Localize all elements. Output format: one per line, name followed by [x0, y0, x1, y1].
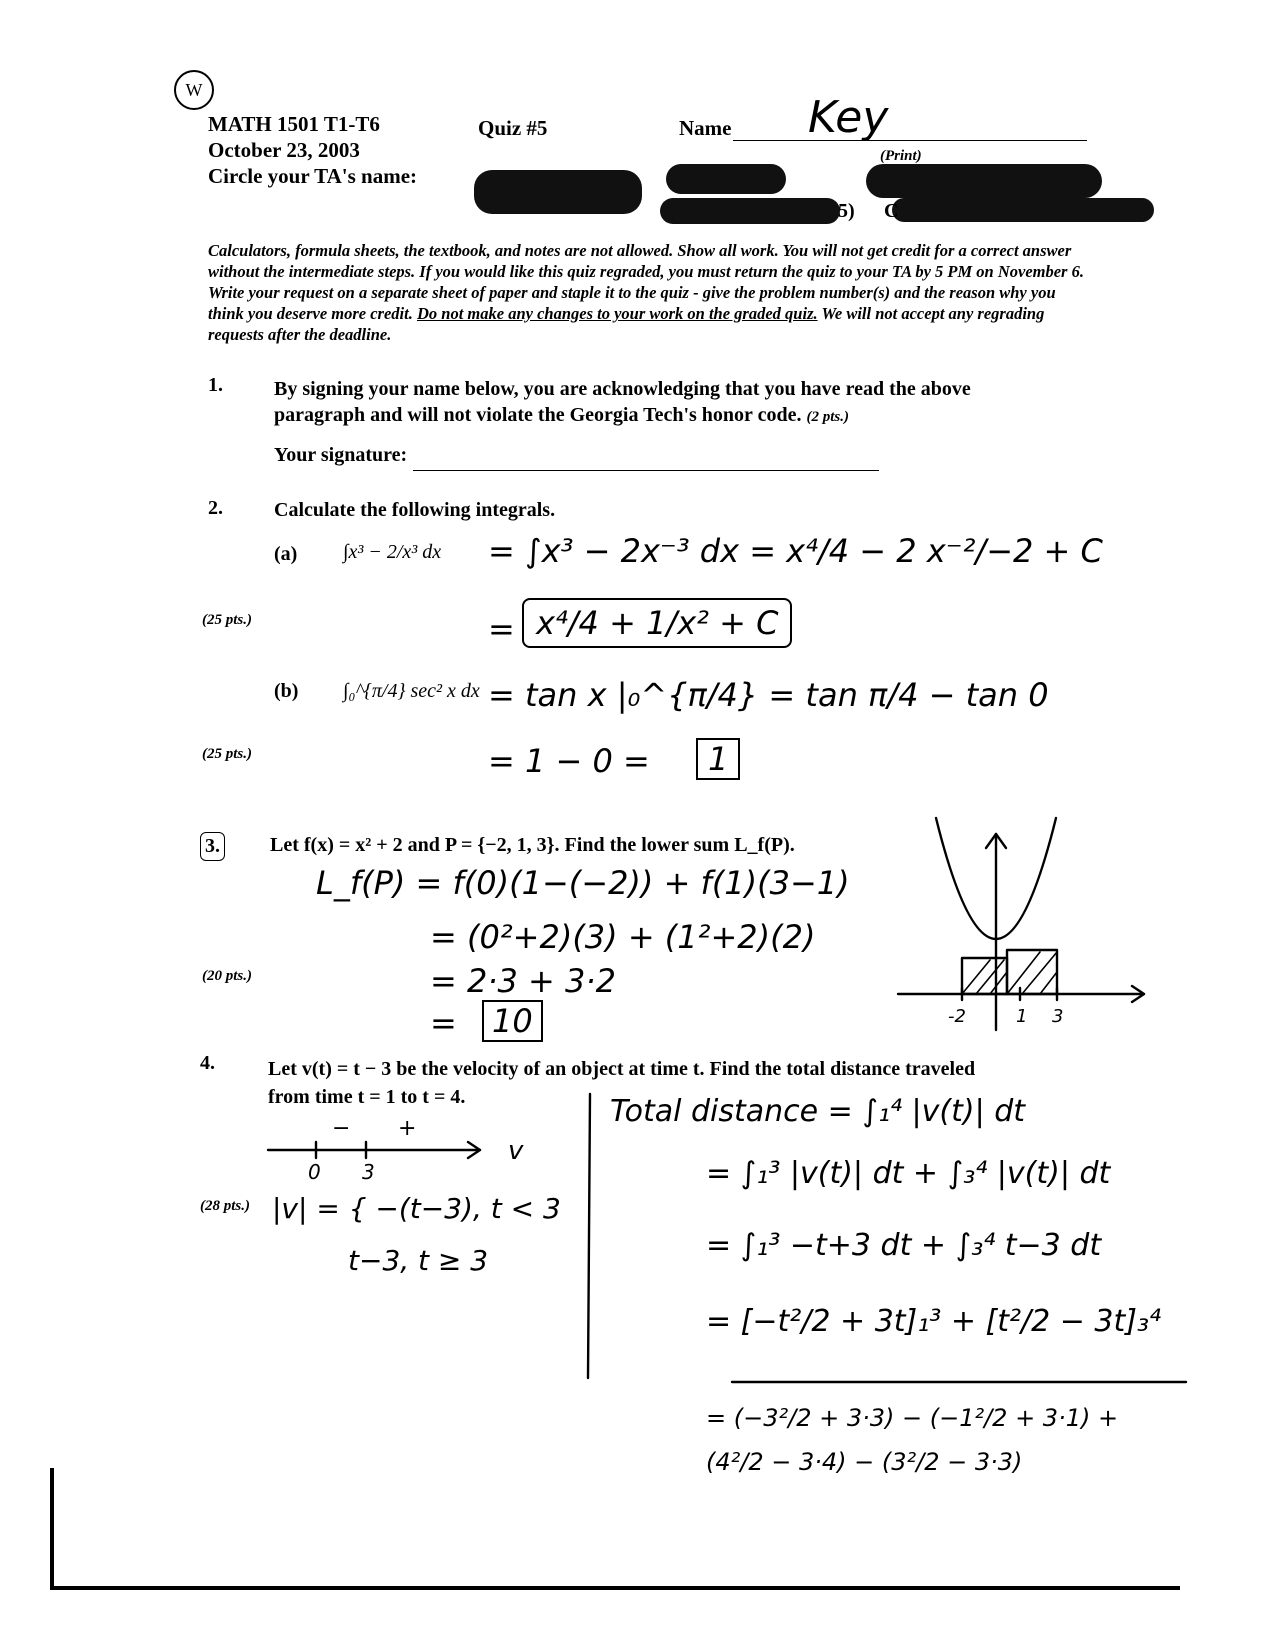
instructions-underlined: Do not make any changes to your work on the graded quiz.	[416, 304, 818, 323]
q2b-answer: 1	[708, 740, 729, 778]
name-value: Key	[808, 92, 889, 143]
q3-work-1: L_f(P) = f(0)(1−(−2)) + f(1)(3−1)	[316, 864, 850, 902]
q4-sign-tick-label-0: 0	[308, 1160, 321, 1184]
q2b-work-2: = 1 − 0 =	[488, 742, 650, 780]
q4-number: 4.	[200, 1052, 215, 1074]
q1-number: 1.	[208, 374, 223, 396]
q2a-integral: ∫x³ − 2/x³ dx	[343, 541, 442, 563]
q4-work-4: = [−t²/2 + 3t]₁³ + [t²/2 − 3t]₃⁴	[706, 1304, 1162, 1339]
q4-divider	[588, 1094, 590, 1378]
q3-work-3: = 2·3 + 3·2	[430, 962, 616, 1000]
q4-sign-minus: −	[332, 1116, 351, 1141]
q2a-work-2-eq: =	[488, 610, 515, 648]
scan-edge-bottom	[50, 1586, 1180, 1590]
q2-number: 2.	[208, 497, 223, 519]
q4-prompt-line2: from time t = 1 to t = 4.	[268, 1086, 466, 1108]
q3-number: 3.	[200, 832, 225, 861]
ta-partial-text-2: C	[884, 200, 899, 222]
q1-text-line2-content: paragraph and will not violate the Georgia Tech's honor code.	[274, 404, 802, 426]
q2a-label: (a)	[274, 543, 298, 565]
q4-points: (28 pts.)	[200, 1198, 250, 1214]
q2a-work-1: = ∫x³ − 2x⁻³ dx = x⁴/4 − 2 x⁻²/−2 + C	[488, 532, 1103, 570]
q3-graph-tick-label-2: 1	[1016, 1006, 1028, 1027]
q4-abs-v-2: t−3, t ≥ 3	[348, 1244, 489, 1277]
q3-graph-tick-label-1: -2	[948, 1006, 966, 1027]
scan-edge-left	[50, 1468, 54, 1590]
q2a-answer: x⁴/4 + 1/x² + C	[536, 604, 779, 642]
q3-work-4: =	[430, 1004, 457, 1042]
q4-work-5: = (−3²/2 + 3·3) − (−1²/2 + 3·1) + (4²/2 − 3·4) − (3²/2 − 3·3)	[706, 1404, 1119, 1476]
q3-answer: 10	[492, 1002, 533, 1040]
q2b-work-1: = tan x |₀^{π/4} = tan π/4 − tan 0	[488, 676, 1049, 714]
quiz-date: October 23, 2003	[208, 138, 360, 162]
course-title: MATH 1501 T1-T6	[208, 112, 380, 136]
q3-graph-tick-label-3: 3	[1052, 1006, 1064, 1027]
q2b-label: (b)	[274, 680, 299, 702]
q4-sign-var: v	[508, 1136, 524, 1166]
signature-label: Your signature:	[274, 444, 408, 466]
q4-work-1: Total distance = ∫₁⁴ |v(t)| dt	[610, 1094, 1026, 1129]
ta-partial-text: 5)	[838, 200, 855, 222]
q3-points: (20 pts.)	[202, 968, 252, 984]
q2a-points: (25 pts.)	[202, 612, 252, 628]
ta-prompt: Circle your TA's name:	[208, 164, 418, 188]
q2b-points: (25 pts.)	[202, 746, 252, 762]
q4-work-2: = ∫₁³ |v(t)| dt + ∫₃⁴ |v(t)| dt	[706, 1156, 1111, 1191]
q3-prompt: Let f(x) = x² + 2 and P = {−2, 1, 3}. Find the lower sum L_f(P).	[270, 834, 795, 856]
q4-prompt-line1: Let v(t) = t − 3 be the velocity of an object at time t. Find the total distance traveled	[268, 1058, 976, 1080]
q2-prompt: Calculate the following integrals.	[274, 499, 556, 521]
quiz-number: Quiz #5	[478, 116, 548, 140]
print-label: (Print)	[880, 148, 922, 164]
instructions-text: Calculators, formula sheets, the textbook, and notes are not allowed. Show all work. You will not get credit for a correct answer without the intermediate steps. If you would like this quiz regraded, you must return the quiz to your TA by 5 PM on November 6. Write your request on a separate sheet of paper and staple it to the quiz - give the problem number(s) and the reason why you think you deserve more credit.	[208, 241, 1084, 323]
circle-mark-text: W	[185, 80, 203, 100]
q1-points: (2 pts.)	[806, 409, 849, 425]
q4-sign-plus: +	[398, 1116, 417, 1141]
q4-sign-tick-label-3: 3	[362, 1160, 375, 1184]
q2b-integral: ∫₀^{π/4} sec² x dx	[343, 680, 480, 702]
name-label: Name	[679, 116, 732, 140]
q4-abs-v-1: |v| = { −(t−3), t < 3	[272, 1192, 561, 1225]
q4-work-3: = ∫₁³ −t+3 dt + ∫₃⁴ t−3 dt	[706, 1228, 1102, 1263]
instructions-tail: We will not accept any regrading requests after the deadline.	[208, 304, 1045, 344]
q3-work-2: = (0²+2)(3) + (1²+2)(2)	[430, 918, 816, 956]
q1-text-line1: By signing your name below, you are acknowledging that you have read the above	[274, 378, 971, 400]
